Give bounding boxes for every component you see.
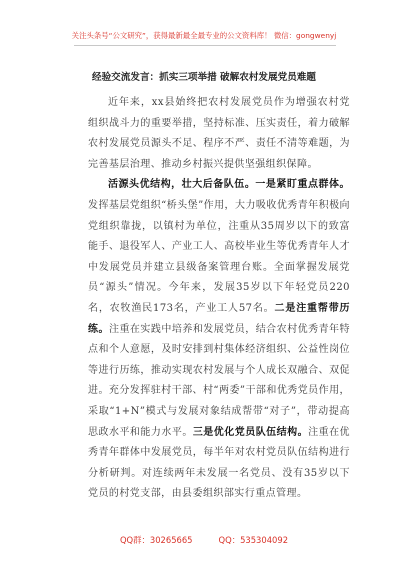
- subsection-text-3: 注重在优秀青年群体中发展党员，每半年对农村党员队伍结构进行分析研判。对连续两年未发展一名党员、没有35岁以下党员的村党支部，由县委组织部实行重点管理。: [88, 426, 351, 500]
- document-title: 经验交流发言：抓实三项举措 破解农村发展党员难题: [92, 72, 316, 83]
- subsection-heading-3: 三是优化党员队伍结构。: [192, 426, 309, 438]
- intro-paragraph: 近年来，xx县始终把农村发展党员作为增强农村党组织战斗力的重要举措，坚持标准、压实责任，着力破解农村发展党员源头不足、程序不严、责任不清等难题，为完善基层治理、推动乡村振兴提供坚强组织保障。: [88, 97, 350, 170]
- footer-contacts: [0, 534, 408, 546]
- header-banner: 关注头条号“公文研究”，获得最新最全最专业的公文资料库！ 微信：gongwenyj: [71, 31, 337, 40]
- document-body: [88, 93, 350, 505]
- section-heading: 活源头优结构，壮大后备队伍。一是紧盯重点群体。: [108, 179, 350, 191]
- section-text: 发挥基层党组织“桥头堡”作用，大力吸收优秀青年积极向党组织靠拢，以镇村为单位，注重从35周岁以下的致富能手、退役军人、产业工人、高校毕业生等优秀青年人才中发展党员并建立县级备案管理台账。全面掌握发展党员“源头”情况。今年来，发展35岁以下年轻党员220名，农牧渔民173名，产业工人57名。: [88, 199, 350, 314]
- section-paragraph: [88, 175, 350, 505]
- subsection-heading-2: 二是注重帮带历练。: [88, 302, 350, 335]
- qq-number: QQ：535304092: [218, 535, 289, 545]
- header-divider: [74, 45, 336, 46]
- subsection-text-2: 注重在实践中培养和发展党员，结合农村优秀青年特点和个人意愿，及时安排到村集体经济组织、公益性岗位等进行历练，推动实现农村发展与个人成长双融合、双促进。充分发挥驻村干部、村“两委”干部和优秀党员作用，采取“1+N”模式与发展对象结成帮带“对子”，带动提高思政水平和能力水平。: [88, 323, 350, 438]
- qq-group-number: QQ群：30265665: [119, 535, 193, 545]
